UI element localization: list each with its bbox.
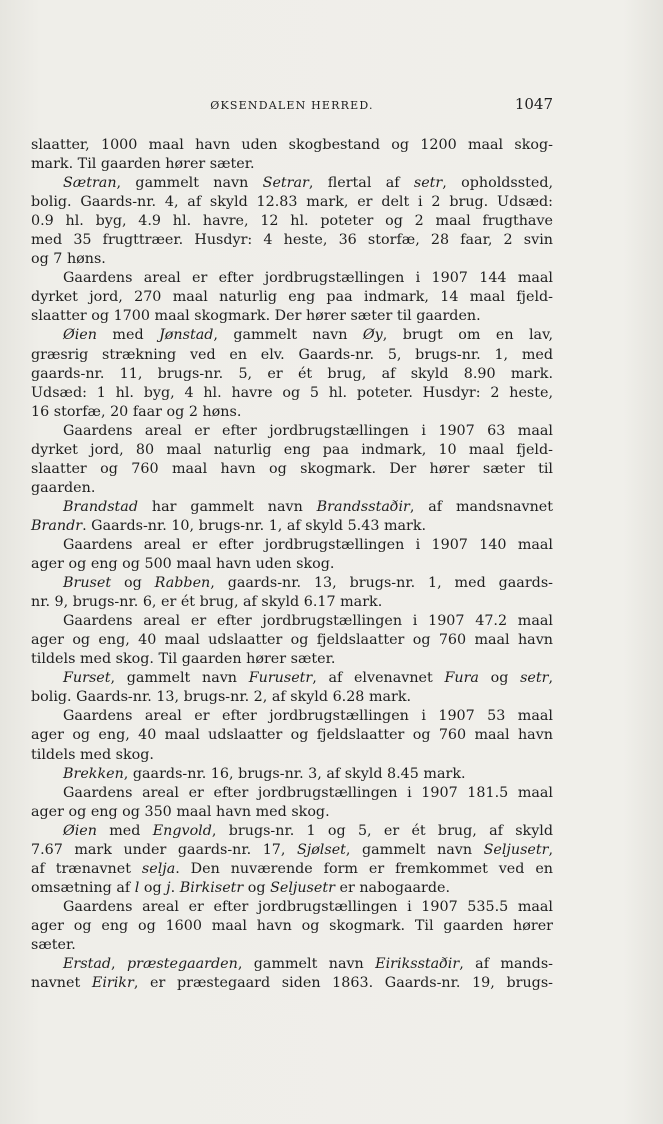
text-line: tildels med skog. Til gaarden hører sæter. xyxy=(31,651,336,668)
text-line: Bruset og Rabben, gaards-nr. 13, brugs-nr. 1, med gaards- xyxy=(63,575,553,592)
text-line: ager og eng og 1600 maal havn og skogmark. Til gaarden hører xyxy=(31,917,553,934)
text-line: Gaardens areal er efter jordbrugstællingen i 1907 47.2 maal xyxy=(63,613,553,630)
text-line: med 35 frugttræer. Husdyr: 4 heste, 36 storfæ, 28 faar, 2 svin xyxy=(31,232,553,249)
page-header xyxy=(31,95,553,115)
text-line: Brandstad har gammelt navn Brandsstaðir, af mandsnavnet xyxy=(63,498,553,515)
text-line: Øien med Engvold, brugs-nr. 1 og 5, er ét brug, af skyld xyxy=(63,822,553,839)
text-line: Gaardens areal er efter jordbrugstællingen i 1907 63 maal xyxy=(63,422,553,439)
text-line: Gaardens areal er efter jordbrugstællingen i 1907 140 maal xyxy=(63,536,553,553)
text-line: slaatter og 1700 maal skogmark. Der hører sæter til gaarden. xyxy=(31,308,481,325)
text-line: Udsæd: 1 hl. byg, 4 hl. havre og 5 hl. poteter. Husdyr: 2 heste, xyxy=(31,384,553,401)
text-line: Gaardens areal er efter jordbrugstællingen i 1907 53 maal xyxy=(63,708,553,725)
text-line: nr. 9, brugs-nr. 6, er ét brug, af skyld 6.17 mark. xyxy=(31,594,383,611)
text-line: sæter. xyxy=(31,936,76,953)
text-line: og 7 høns. xyxy=(31,251,106,268)
text-line: 0.9 hl. byg, 4.9 hl. havre, 12 hl. poteter og 2 maal frugthave xyxy=(31,213,553,230)
text-line: Furset, gammelt navn Furusetr, af elvenavnet Fura og setr, xyxy=(63,670,553,687)
text-line: mark. Til gaarden hører sæter. xyxy=(31,156,255,173)
text-line: ager og eng og 350 maal havn med skog. xyxy=(31,803,330,820)
text-line: Erstad, præstegaarden, gammelt navn Eiriksstaðir, af mands- xyxy=(63,956,553,973)
text-line: græsrig strækning ved en elv. Gaards-nr. 5, brugs-nr. 1, med xyxy=(31,346,553,363)
text-line: ager og eng og 500 maal havn uden skog. xyxy=(31,556,335,573)
text-line: Øien med Jønstad, gammelt navn Øy, brugt om en lav, xyxy=(63,327,554,344)
text-line: bolig. Gaards-nr. 13, brugs-nr. 2, af skyld 6.28 mark. xyxy=(31,689,412,706)
text-line: bolig. Gaards-nr. 4, af skyld 12.83 mark, er delt i 2 brug. Udsæd: xyxy=(31,194,553,211)
text-line: omsætning af l og j. Birkisetr og Seljusetr er nabogaarde. xyxy=(31,879,451,896)
text-line: Brekken, gaards-nr. 16, brugs-nr. 3, af skyld 8.45 mark. xyxy=(63,765,466,782)
page-number: 1047 xyxy=(514,95,553,113)
text-line: tildels med skog. xyxy=(31,746,154,763)
running-head: ØKSENDALEN HERRED. xyxy=(210,99,374,112)
text-line: dyrket jord, 80 maal naturlig eng paa indmark, 10 maal fjeld- xyxy=(31,441,553,458)
text-line: ager og eng, 40 maal udslaatter og fjeldslaatter og 760 maal havn xyxy=(31,632,553,649)
text-line: dyrket jord, 270 maal naturlig eng paa indmark, 14 maal fjeld- xyxy=(31,289,553,306)
text-line: 7.67 mark under gaards-nr. 17, Sjølset, gammelt navn Seljusetr, xyxy=(31,841,554,858)
text-line: slaatter og 760 maal havn og skogmark. Der hører sæter til xyxy=(31,460,553,477)
text-line: Sætran, gammelt navn Setrar, flertal af setr, opholdssted, xyxy=(63,175,554,192)
text-line: Brandr. Gaards-nr. 10, brugs-nr. 1, af skyld 5.43 mark. xyxy=(31,517,427,534)
body-text xyxy=(31,136,553,993)
text-line: af trænavnet selja. Den nuværende form er fremkommet ved en xyxy=(31,860,553,877)
text-line: gaards-nr. 11, brugs-nr. 5, er ét brug, af skyld 8.90 mark. xyxy=(31,365,553,382)
text-line: 16 storfæ, 20 faar og 2 høns. xyxy=(31,403,242,420)
text-line: ager og eng, 40 maal udslaatter og fjeldslaatter og 760 maal havn xyxy=(31,727,553,744)
text-line: gaarden. xyxy=(31,479,96,496)
text-line: slaatter, 1000 maal havn uden skogbestand og 1200 maal skog- xyxy=(31,137,553,153)
text-line: Gaardens areal er efter jordbrugstællingen i 1907 144 maal xyxy=(63,270,553,287)
text-line: navnet Eirikr, er præstegaard siden 1863. Gaards-nr. 19, brugs- xyxy=(31,975,553,992)
text-line: Gaardens areal er efter jordbrugstællingen i 1907 181.5 maal xyxy=(63,784,553,801)
text-line: Gaardens areal er efter jordbrugstællingen i 1907 535.5 maal xyxy=(63,898,553,915)
